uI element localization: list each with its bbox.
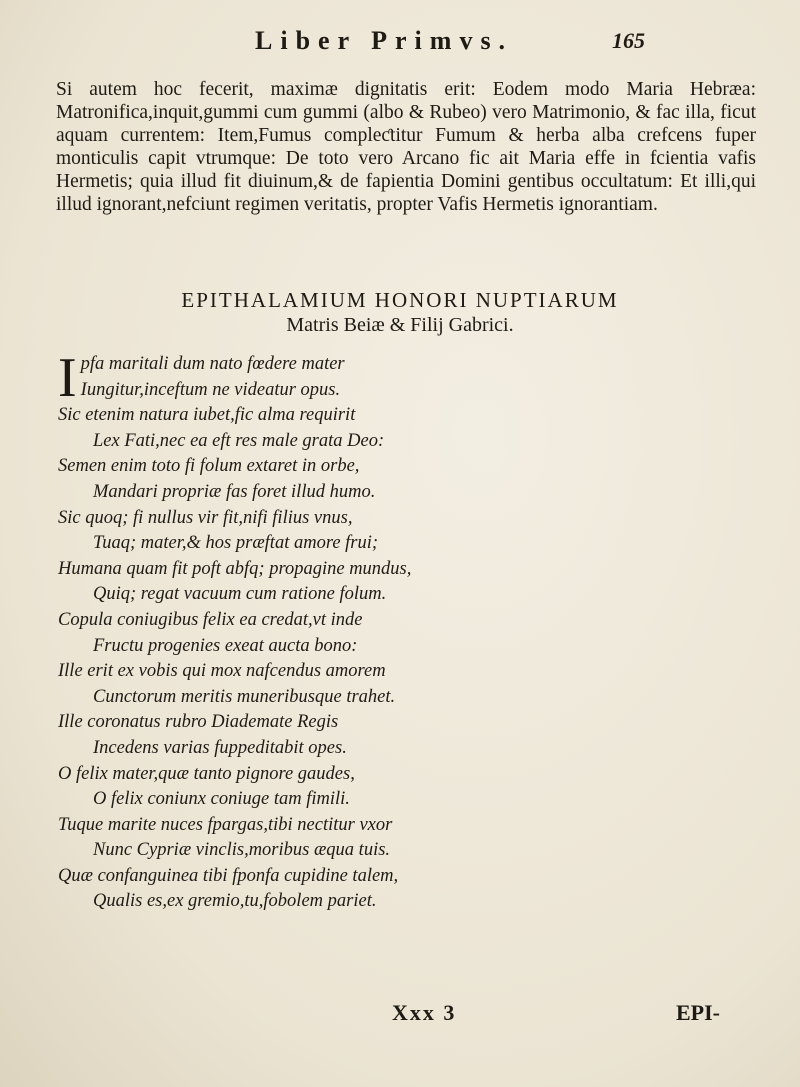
signature-mark: Xxx 3 [392,1000,457,1025]
prose-text: Si autem hoc fecerit, maximæ dignitatis erit: Eodem modo Maria Hebræa: Matronifica,inquit,gummi cum gummi (albo & Rubeo) vero Matrimonio, & fac illa, ficut aquam currentem: Item,Fumus compleƈtitur Fumum & herba alba crefcens fuper monticulis capit vtrumque: De toto vero Arcano fic ait Maria effe in fcientia vafis Hermetis; quia illud fit diuinum,& de fapientia Domini gentibus occultatum: Et illi,qui illud ignorant,nefciunt regimen veritatis, propter Vafis Hermetis ignorantiam. [56,79,756,215]
page-footer [0,1000,800,1040]
poem-line: Fructu progenies exeat aucta bono: [93,635,358,656]
poem-line: Humana quam fit poft abfq; propagine mundus, [58,558,412,579]
prose-paragraph [56,78,756,216]
poem-line: O felix coniunx coniuge tam fimili. [93,789,350,810]
drop-cap: I [58,347,77,409]
poem-line: Copula coniugibus felix ea credat,vt inde [58,609,363,630]
poem-line: Iungitur,inceftum ne videatur opus. [80,379,341,400]
poem-line: pfa maritali dum nato fœdere mater [80,354,345,374]
catchword: EPI- [676,1000,720,1025]
poem [58,347,738,915]
poem-line: O felix mater,quæ tanto pignore gaudes, [58,763,355,784]
running-title: Liber Primvs. [255,26,514,55]
poem-line: Tuaq; mater,& hos præftat amore frui; [93,533,379,554]
poem-line: Nunc Cypriæ vinclis,moribus æqua tuis. [93,840,391,861]
poem-line: Quæ confanguinea tibi fponfa cupidine talem, [58,865,399,886]
poem-line: Cunctorum meritis muneribusque trahet. [93,686,396,707]
page-number: 165 [612,28,645,53]
poem-line: Ille coronatus rubro Diademate Regis [58,712,339,733]
poem-line: Sic etenim natura iubet,fic alma requirit [58,405,356,426]
poem-line: Sic quoq; fi nullus vir fit,nifi filius vnus, [58,507,353,528]
section-subheading: Matris Beiæ & Filij Gabrici. [286,314,514,336]
poem-line: Incedens varias fuppeditabit opes. [93,737,347,758]
poem-line: Mandari propriæ fas foret illud humo. [93,481,376,502]
poem-line: Lex Fati,nec ea eft res male grata Deo: [93,430,385,451]
poem-line: Ille erit ex vobis qui mox nafcendus amorem [58,661,386,682]
poem-line: Semen enim toto fi folum extaret in orbe, [58,456,360,477]
poem-line: Qualis es,ex gremio,tu,fobolem pariet. [93,891,377,912]
section-heading: EPITHALAMIUM HONORI NUPTIARUM [181,288,619,312]
page-header [0,26,800,66]
poem-line: Quiq; regat vacuum cum ratione folum. [93,584,387,605]
poem-line: Tuque marite nuces fpargas,tibi nectitur vxor [58,814,393,835]
